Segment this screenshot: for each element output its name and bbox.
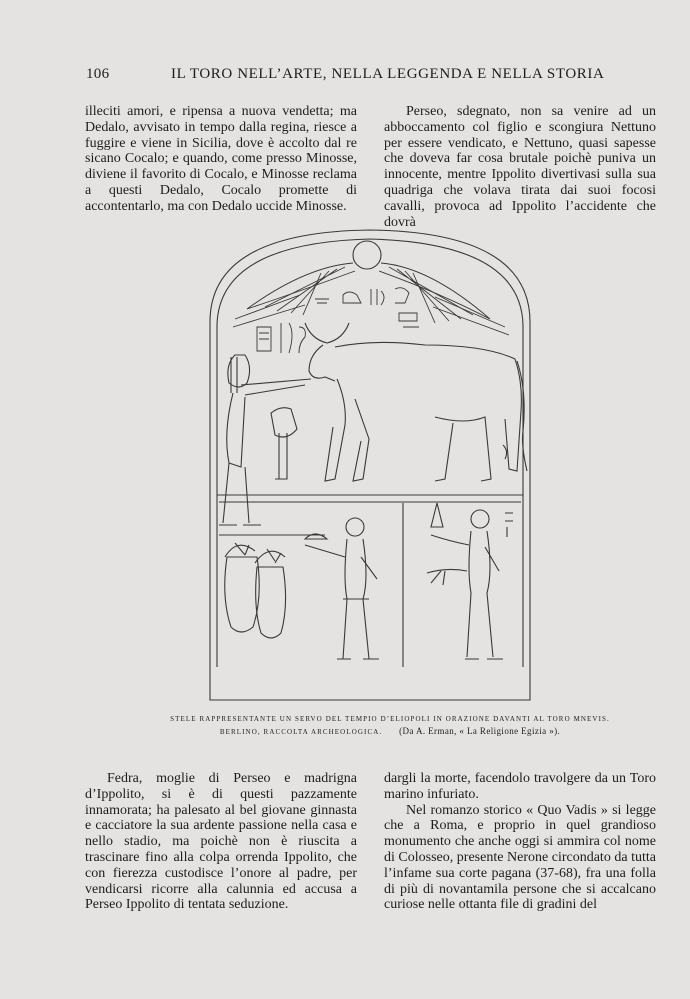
praying-servant: [219, 355, 311, 525]
paragraph: Nel romanzo storico « Quo Vadis » si legge che a Roma, e proprio in quel grandioso monumento che anche oggi si ammira col nome di Colosseo, presente Nerone circondato da tutta l’infame sua corte pagana (37-68), fra una folla di più di novantamila persone che si accalcano curiose nelle ottanta file di gradini del: [384, 802, 656, 913]
paragraph: illeciti amori, e ripensa a nuova vendetta; ma Dedalo, avvisato in tempo dalla regina, riesce a fuggire e viene in Sicilia, dove è accolto dal re sicano Cocalo; e quando, come presso Minosse, diviene il favorito di Cocalo, e Minosse reclama a questi Dedalo, Cocalo promette di accontentarlo, ma con Dedalo uccide Minosse.: [85, 104, 357, 214]
paragraph: Perseo, sdegnato, non sa venire ad un abboccamento col figlio e scongiura Nettuno per essere vendicato, e Nettuno, quasi sapesse che doveva far cosa brutale poichè puniva un innocente, mentre Ippolito divertivasi sulla sua quadriga che volava tirata dai suoi focosi cavalli, provoca ad Ippolito l’accidente che dovrà: [384, 104, 656, 230]
running-title: IL TORO NELL’ARTE, NELLA LEGGENDA E NELLA STORIA: [171, 66, 605, 82]
paragraph: dargli la morte, facendolo travolgere da un Toro marino infuriato.: [384, 771, 656, 802]
figure-caption: [150, 713, 630, 738]
sun-disk: [353, 241, 381, 269]
caption-line-1: STELE RAPPRESENTANTE UN SERVO DEL TEMPIO D’ELIOPOLI IN ORAZIONE DAVANTI AL TORO MNEVIS.: [170, 715, 610, 723]
stele-figure: [205, 227, 535, 702]
column-top-left: [85, 104, 357, 215]
bull-mnevis: [305, 323, 527, 481]
caption-line-2: BERLINO, RACCOLTA ARCHEOLOGICA.: [219, 728, 383, 736]
offering-bearer-right: [427, 503, 513, 659]
page-number: 106: [86, 66, 110, 82]
stele-illustration: [205, 227, 535, 702]
stele-outline: [210, 230, 530, 700]
column-bottom-left: [85, 771, 357, 913]
paragraph: Fedra, moglie di Perseo e madrigna d’Ippolito, si è di questi pazzamente innamorata; ha palesato al bel giovane ginnasta e cacciatore la sua ardente passione nella casa e nello stadio, ma poichè non è riuscita a trascinare fino alla colpa orrenda Ippolito, che con fierezza custodisce l’onore al padre, per vendicarsi ricorre alla calunnia ed accusa a Perseo Ippolito di tentata seduzione.: [85, 771, 357, 913]
register-divider: [217, 495, 523, 502]
offering-bearer-left: [305, 518, 379, 659]
column-top-right: [384, 104, 656, 230]
offering-jars: [225, 543, 286, 638]
caption-credit: (Da A. Erman, « La Religione Egizia »).: [399, 726, 561, 736]
column-bottom-right: [384, 771, 656, 913]
